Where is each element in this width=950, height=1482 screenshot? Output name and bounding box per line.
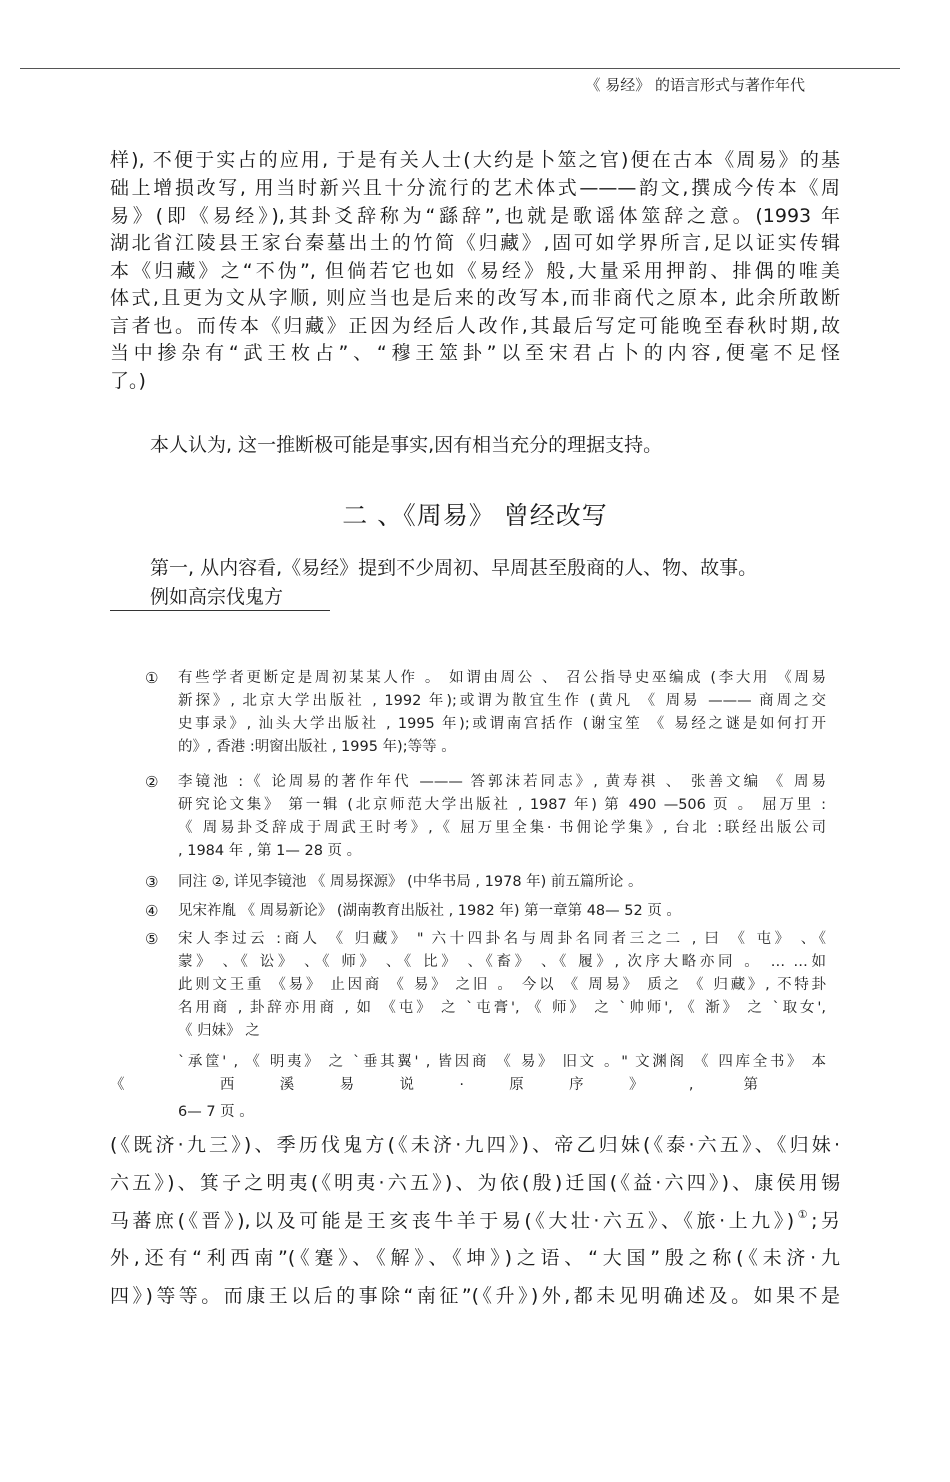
paragraph-line: 础上增损改写, 用当时新兴且十分流行的艺术体式———韵文,撰成今传本《周 <box>110 177 840 199</box>
footnote-line: 6— 7 页 。 <box>178 1104 254 1120</box>
text-segment: ;另 <box>811 1210 840 1232</box>
paragraph-line: 湖北省江陵县王家台秦墓出土的竹简《归藏》,固可如学界所言,足以证实传辑 <box>110 232 840 254</box>
footnote-line: 李镜池 :《 论周易的著作年代 ——— 答郭沫若同志》, 黄寿祺 、 张善文编 《 周易 <box>178 774 826 790</box>
footnote-line: 蒙》 、《 讼》 、《 师》 、《 比》 、《畜》 、《 履》, 次序大略亦同 。 … …如 <box>178 954 826 970</box>
paragraph-3-line: 例如高宗伐鬼方 <box>150 586 284 608</box>
footnote-line: 有些学者更断定是周初某某人作 。 如谓由周公 、 召公指导史巫编成 (李大用 《周易 <box>178 670 826 686</box>
footnote-line: 见宋祚胤 《 周易新论》 (湖南教育出版社 , 1982 年) 第一章第 48— 52 页 。 <box>178 903 681 919</box>
paragraph-line: 易》(即《易经》),其卦爻辞称为“繇辞”,也就是歌谣体筮辞之意。(1993 年 <box>110 205 840 227</box>
footnote-marker: ② <box>145 773 159 791</box>
paragraph-line: 言者也。而传本《归藏》正因为经后人改作,其最后写定可能晚至春秋时期,故 <box>110 315 840 337</box>
footnote-separator <box>110 610 330 611</box>
footnote-reference[interactable]: ① <box>794 1208 812 1221</box>
paragraph-2: 本人认为, 这一推断极可能是事实,因有相当充分的理据支持。 <box>150 434 663 456</box>
footnote-line: 《 周易卦爻辞成于周武王时考》,《 屈万里全集· 书佣论学集》, 台北 :联经出版公司 <box>178 820 826 836</box>
footnote-marker: ⑤ <box>145 930 159 948</box>
footnote-line: 史事录》, 汕头大学出版社 , 1995 年);或谓南宫括作 (谢宝笙 《 易经之谜是如何打开 <box>178 716 826 732</box>
footnote-line: `承筐' , 《 明夷》 之 `垂其翼' , 皆因商 《 易》 旧文 。" 文渊阁 《 四库全书》 本 <box>178 1054 826 1070</box>
footnote-line: 新探》, 北京大学出版社 , 1992 年);或谓为散宜生作 (黄凡 《 周易 ——— 商周之交 <box>178 693 826 709</box>
paragraph-line: (《既济·九三》)、季历伐鬼方(《未济·九四》)、帝乙归妹(《泰·六五》、《归妹· <box>110 1134 840 1156</box>
footnote-marker: ① <box>145 669 159 687</box>
paragraph-line: 四》)等等。而康王以后的事除“南征”(《升》)外,都未见明确述及。如果不是 <box>110 1285 840 1307</box>
paragraph-line: 本《归藏》之“不伪”, 但倘若它也如《易经》般,大量采用押韵、排偶的唯美 <box>110 260 840 282</box>
footnote-line: 《 西溪易说·原序》, 第 <box>110 1077 758 1093</box>
section-heading: 二 、《周易》 曾经改写 <box>342 501 608 530</box>
footnote-line: , 1984 年 , 第 1— 28 页 。 <box>178 843 362 859</box>
paragraph-line: 了。) <box>110 370 146 392</box>
running-header: 《 易经》 的语言形式与著作年代 <box>585 76 805 94</box>
footnote-line: 《 归妹》 之 <box>178 1023 260 1039</box>
paragraph-line: 体式,且更为文从字顺, 则应当也是后来的改写本,而非商代之原本, 此余所敢断 <box>110 287 840 309</box>
paragraph-line: 样), 不便于实占的应用, 于是有关人士(大约是卜筮之官)便在古本《周易》的基 <box>110 149 840 171</box>
paragraph-line: 六五》)、箕子之明夷(《明夷·六五》)、为依(殷)迁国(《益·六四》)、康侯用锡 <box>110 1172 840 1194</box>
header-rule <box>20 68 900 69</box>
footnote-marker: ④ <box>145 902 159 920</box>
paragraph-3-line: 第一, 从内容看,《易经》提到不少周初、早周甚至殷商的人、物、故事。 <box>150 557 758 579</box>
footnote-line: 研究论文集》 第一辑 (北京师范大学出版社 , 1987 年) 第 490 —506 页 。 屈万里 : <box>178 797 826 813</box>
footnote-line: 同注 ②, 详见李镜池 《 周易探源》 (中华书局 , 1978 年) 前五篇所论 。 <box>178 874 643 890</box>
paragraph-line: 当中掺杂有“武王枚占”、“穆王筮卦”以至宋君占卜的内容,便毫不足怪 <box>110 342 840 364</box>
footnote-line: 名用商 , 卦辞亦用商 , 如 《屯》 之 `屯膏', 《 师》 之 `帅师', 《 渐》 之 `取女', <box>178 1000 826 1016</box>
footnote-line: 的》, 香港 :明窗出版社 , 1995 年);等等 。 <box>178 739 456 755</box>
footnote-line: 此则文王重 《易》 止因商 《 易》 之旧 。 今以 《 周易》 质之 《 归藏》, 不特卦 <box>178 977 826 993</box>
footnote-line: 宋人李过云 :商人 《 归藏》 " 六十四卦名与周卦名同者三之二 , 曰 《 屯》 、《 <box>178 931 826 947</box>
paragraph-line: 外,还有“利西南”(《蹇》、《解》、《坤》)之语、“大国”殷之称(《未济·九 <box>110 1247 840 1269</box>
paragraph-line <box>110 1208 840 1234</box>
text-segment: 马蕃庶(《晋》),以及可能是王亥丧牛羊于易(《大壮·六五》、《旅·上九》) <box>110 1210 795 1232</box>
footnote-marker: ③ <box>145 873 159 891</box>
